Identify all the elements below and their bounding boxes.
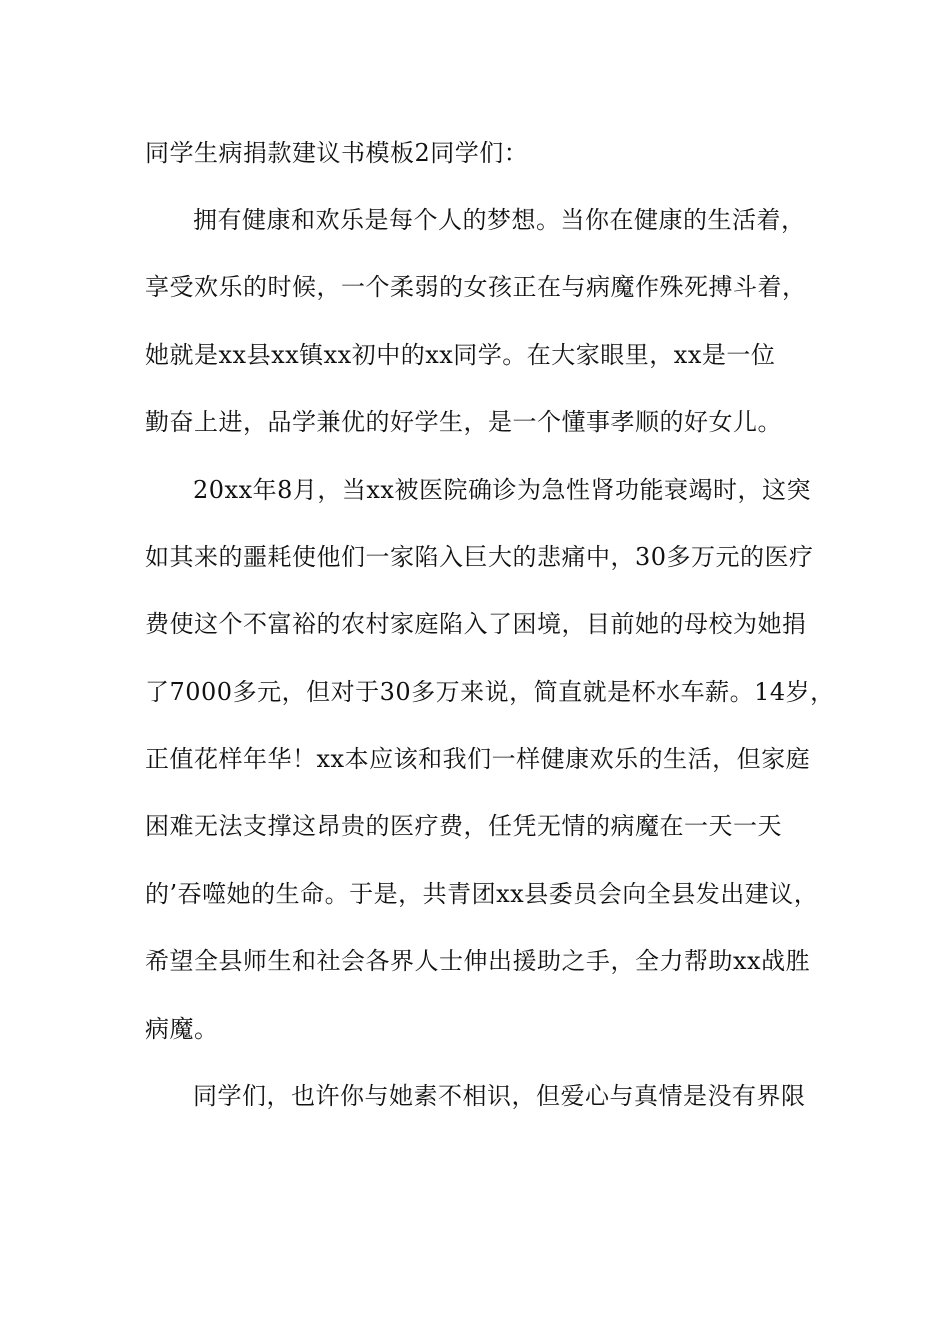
paragraph-line: 正值花样年华！xx本应该和我们一样健康欢乐的生活，但家庭	[145, 745, 811, 773]
paragraph-line: 的’吞噬她的生命。于是，共青团xx县委员会向全县发出建议，	[145, 880, 819, 908]
paragraph-line: 费使这个不富裕的农村家庭陷入了困境，目前她的母校为她捐	[145, 610, 807, 638]
paragraph-line: 20xx年8月，当xx被医院确诊为急性肾功能衰竭时，这突	[193, 476, 811, 504]
paragraph-line: 同学们，也许你与她素不相识，但爱心与真情是没有界限	[193, 1082, 806, 1110]
paragraph-line: 了7000多元，但对于30多万来说，简直就是杯水车薪。14岁，	[145, 678, 835, 706]
paragraph-line: 如其来的噩耗使他们一家陷入巨大的悲痛中，30多万元的医疗	[145, 543, 814, 571]
paragraph-line: 勤奋上进，品学兼优的好学生，是一个懂事孝顺的好女儿。	[145, 408, 782, 436]
paragraph-line: 困难无法支撑这昂贵的医疗费，任凭无情的病魔在一天一天	[145, 812, 782, 840]
paragraph-line: 她就是xx县xx镇xx初中的xx同学。在大家眼里，xx是一位	[145, 341, 776, 369]
paragraph-line: 希望全县师生和社会各界人士伸出援助之手，全力帮助xx战胜	[145, 947, 811, 975]
paragraph-line: 拥有健康和欢乐是每个人的梦想。当你在健康的生活着，	[193, 206, 806, 234]
paragraph-line: 病魔。	[145, 1015, 219, 1043]
document-heading-line: 同学生病捐款建议书模板2同学们：	[145, 139, 529, 167]
paragraph-line: 享受欢乐的时候，一个柔弱的女孩正在与病魔作殊死搏斗着，	[145, 273, 807, 301]
